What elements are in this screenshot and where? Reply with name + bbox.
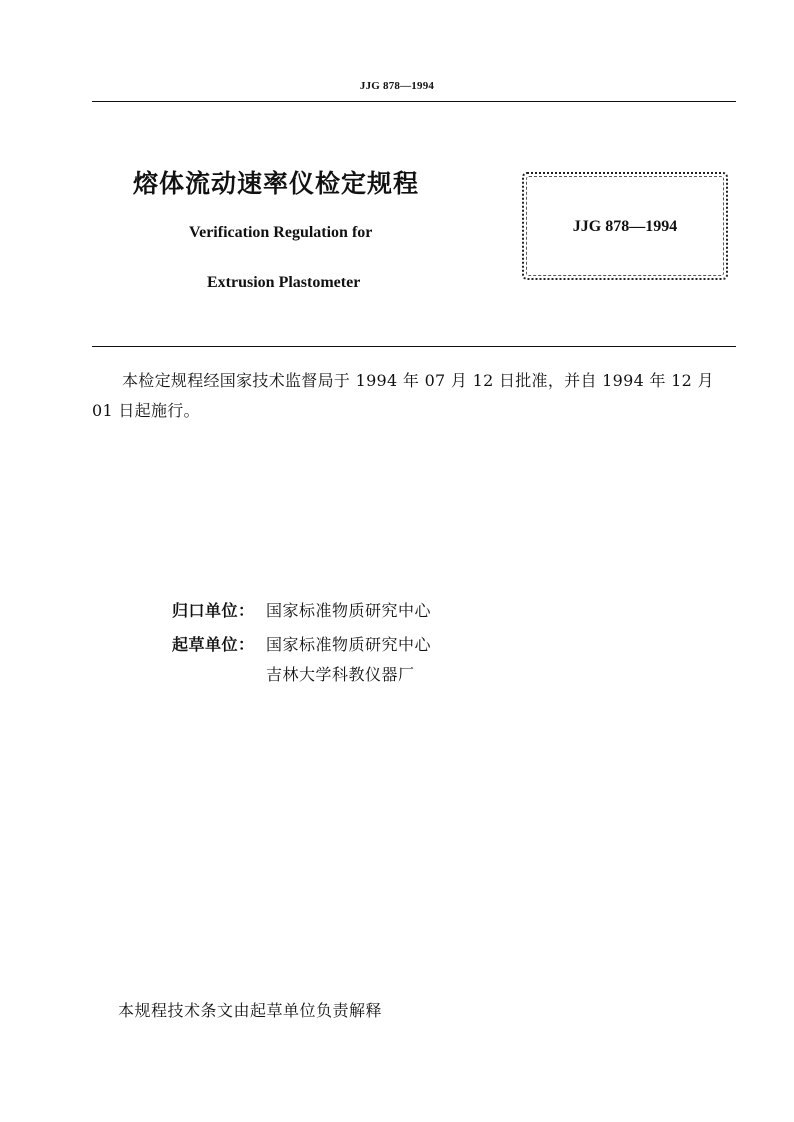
- organization-block: [172, 596, 431, 690]
- drafting-unit-row-2: [172, 660, 431, 690]
- drafting-unit-row: [172, 630, 431, 660]
- code-box: [522, 172, 728, 280]
- title-english-line1: Verification Regulation for: [189, 224, 373, 241]
- code-box-text: JJG 878—1994: [572, 218, 678, 235]
- label-spacer: [172, 660, 266, 690]
- drafting-unit-label: 起草单位：: [172, 635, 255, 654]
- title-chinese: 熔体流动速率仪检定规程: [133, 169, 420, 198]
- responsible-unit-value: 国家标准物质研究中心: [266, 601, 432, 620]
- header-rule: [92, 101, 736, 102]
- header-code: JJG 878—1994: [359, 80, 435, 92]
- section-rule: [92, 346, 736, 347]
- interpretation-note: 本规程技术条文由起草单位负责解释: [118, 1001, 383, 1020]
- drafting-unit-value: 国家标准物质研究中心: [266, 635, 432, 654]
- responsible-unit-label: 归口单位：: [172, 601, 255, 620]
- responsible-unit-row: [172, 596, 431, 626]
- approval-statement: 本检定规程经国家技术监督局于 1994 年 07 月 12 日批准，并自 1994 年 12 月 01 日起施行。: [92, 371, 714, 420]
- drafting-unit-value-2: 吉林大学科教仪器厂: [266, 665, 415, 684]
- title-english-line2: Extrusion Plastometer: [207, 274, 361, 291]
